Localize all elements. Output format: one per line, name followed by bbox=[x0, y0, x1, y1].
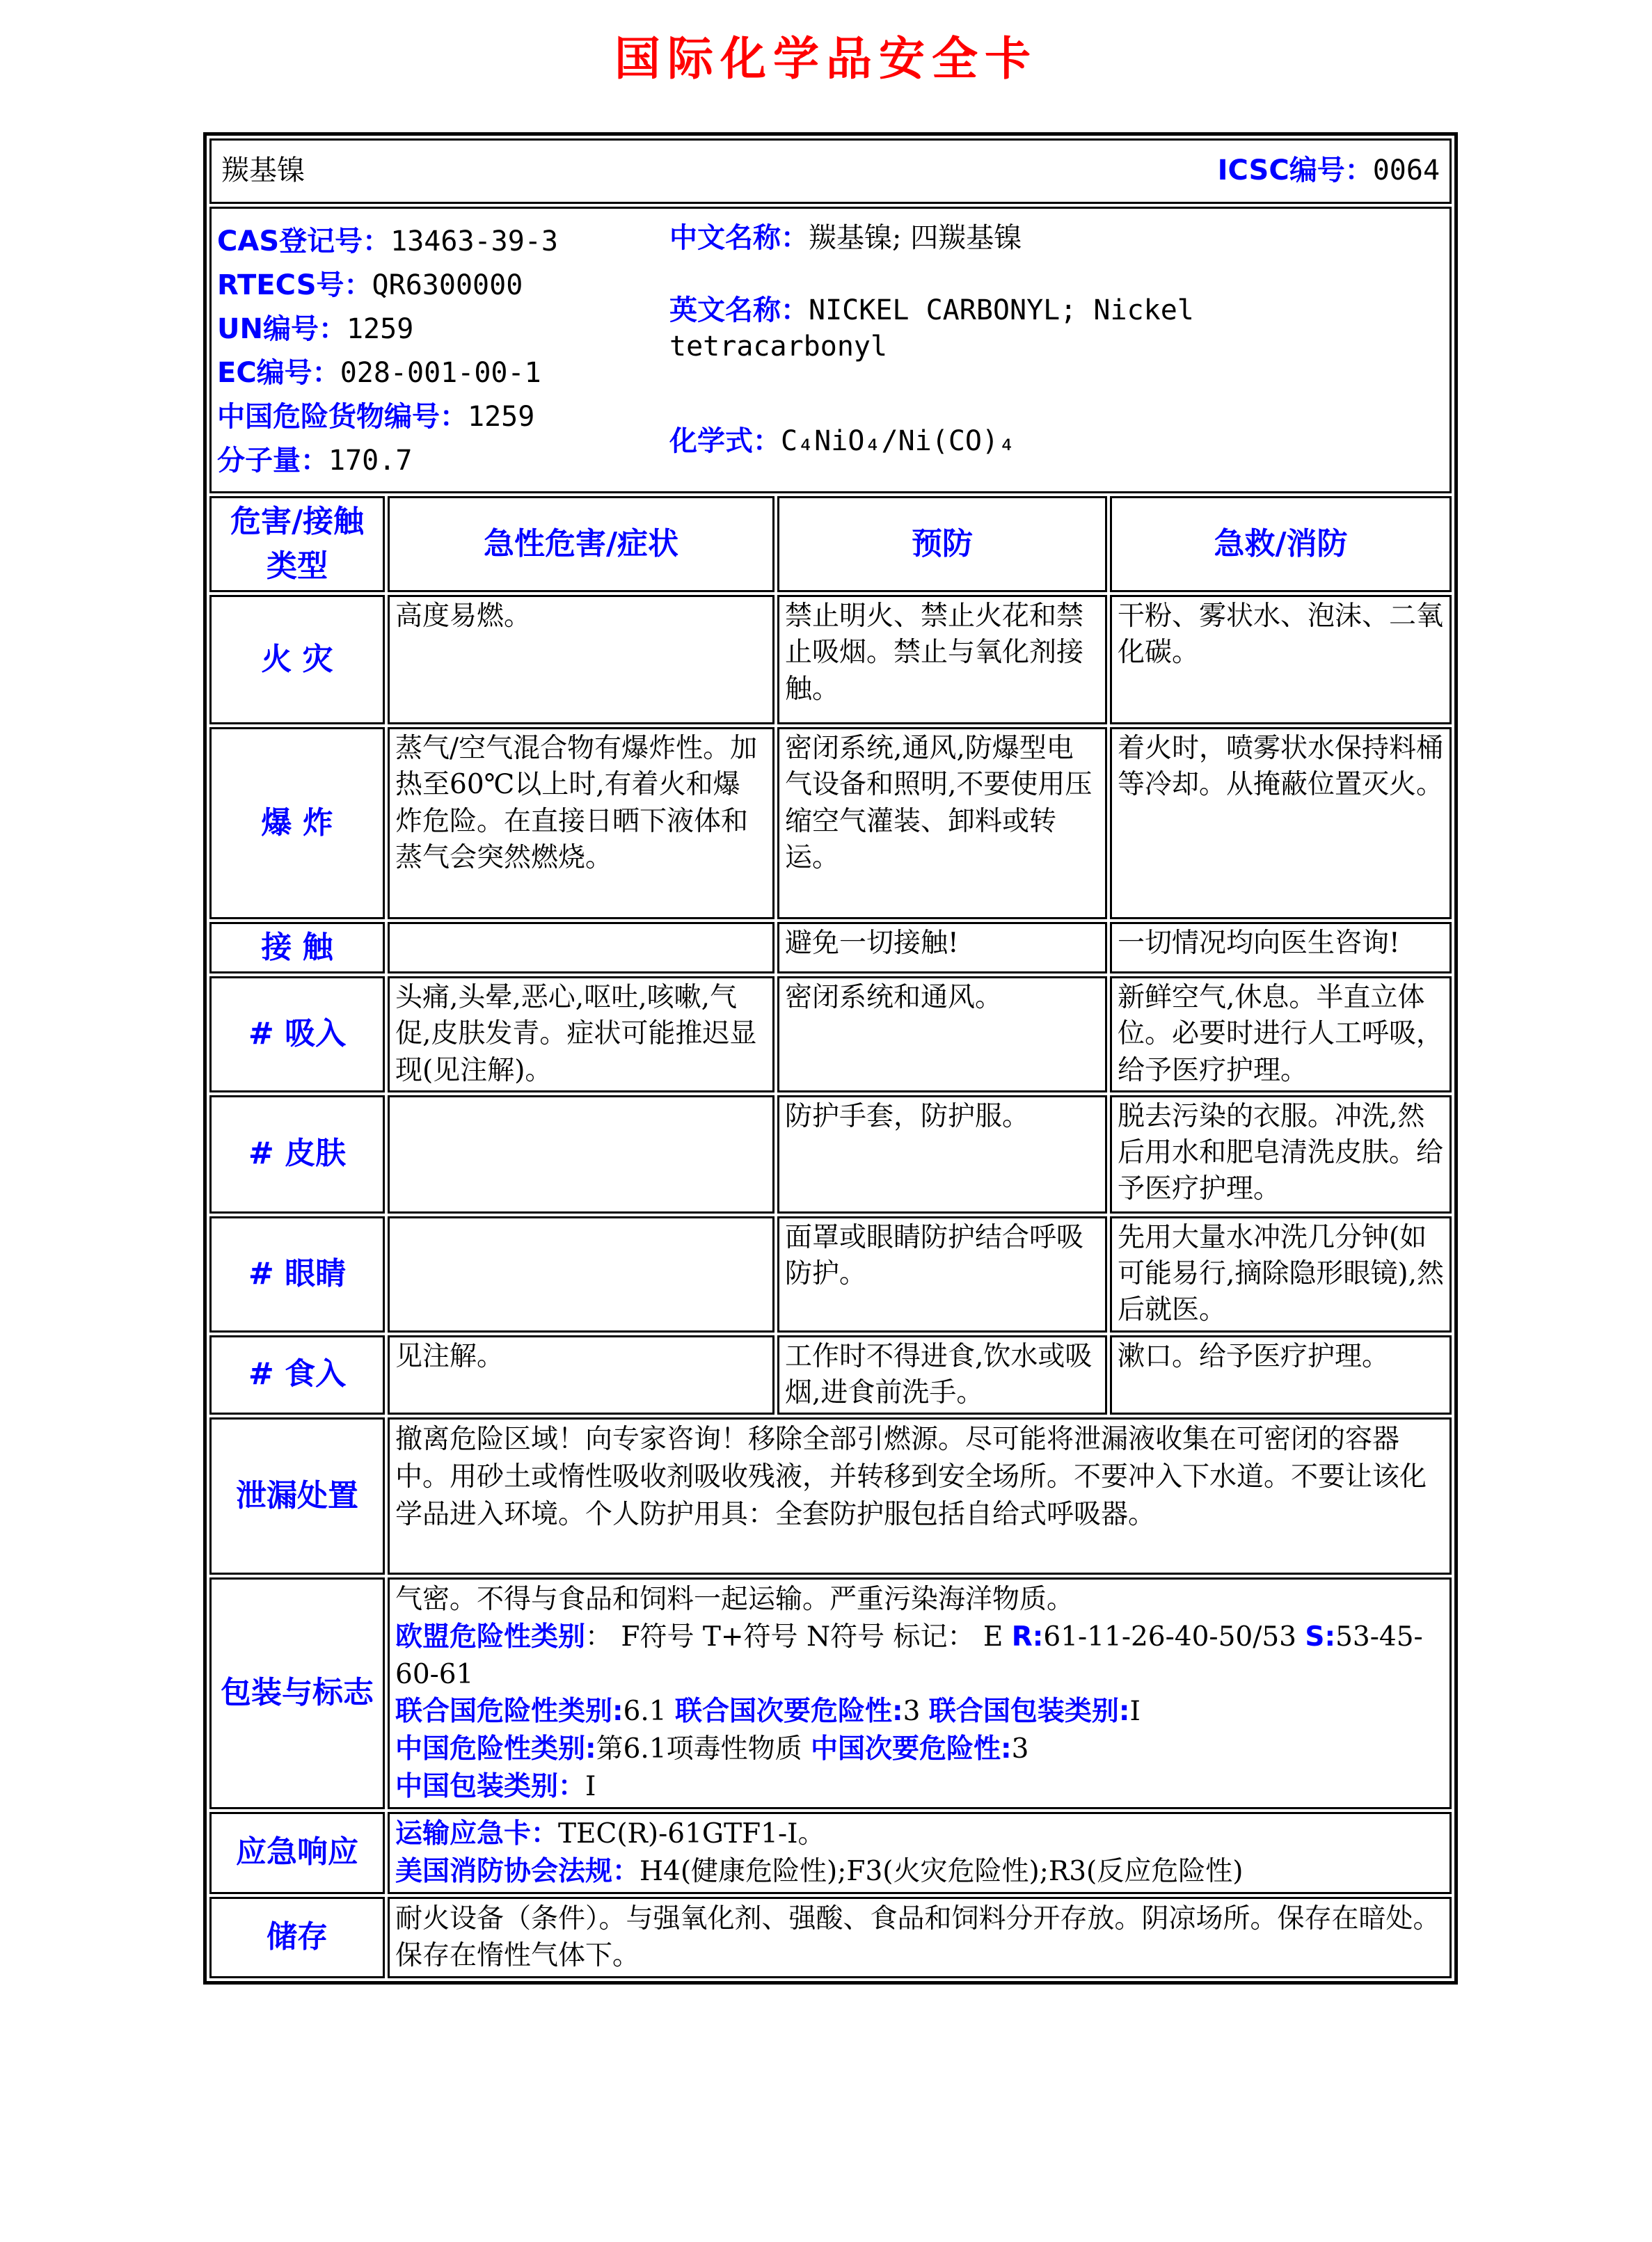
ec-number-value: 028-001-00-1 bbox=[340, 357, 541, 389]
spill-disposal-text: 撤离危险区域！向专家咨询！移除全部引燃源。尽可能将泄漏液收集在可密闭的容器中。用砂土或惰性吸收剂吸收残液，并转移到安全场所。不要冲入下水道。不要让该化学品进入环境。个人防护用具：全套防护服包括自给式呼吸器。 bbox=[395, 1424, 1427, 1530]
china-hazard-classification: 中国危险性类别:第6.1项毒性物质 中国次要危险性:3 bbox=[395, 1733, 1029, 1765]
ingestion-symptoms-cell: 见注解。 bbox=[388, 1335, 775, 1415]
spill-disposal-cell bbox=[388, 1417, 1452, 1575]
row-label-packaging-labelling: 包装与标志 bbox=[209, 1577, 385, 1809]
eyes-symptoms-cell bbox=[388, 1216, 775, 1333]
icsc-number-label: ICSC编号： bbox=[1217, 154, 1373, 187]
fire-prevention-cell: 禁止明火、禁止火花和禁止吸烟。禁止与氧化剂接触。 bbox=[777, 595, 1107, 724]
chemical-formula-label: 化学式： bbox=[669, 425, 781, 457]
explosion-symptoms-cell: 蒸气/空气混合物有爆炸性。加热至60℃以上时,有着火和爆炸危险。在直接日晒下液体和蒸气会突然燃烧。 bbox=[388, 727, 775, 919]
table-row-ingestion bbox=[209, 1335, 1452, 1415]
ingestion-response-cell: 漱口。给予医疗护理。 bbox=[1110, 1335, 1452, 1415]
chemical-formula-value: C₄NiO₄/Ni(CO)₄ bbox=[781, 425, 1016, 457]
china-packaging-class: 中国包装类别：I bbox=[395, 1771, 596, 1803]
storage-text: 耐火设备（条件）。与强氧化剂、强酸、食品和饲料分开存放。阴凉场所。保存在暗处。保存在惰性气体下。 bbox=[395, 1902, 1440, 1972]
skin-response-cell: 脱去污染的衣服。冲洗,然后用水和肥皂清洗皮肤。给予医疗护理。 bbox=[1110, 1095, 1452, 1214]
identification-cell bbox=[209, 207, 1452, 493]
table-row-inhalation bbox=[209, 976, 1452, 1092]
english-name-label: 英文名称： bbox=[669, 294, 809, 326]
table-row-fire bbox=[209, 595, 1452, 724]
rtecs-number-line bbox=[217, 264, 669, 308]
packaging-labelling-cell bbox=[388, 1577, 1452, 1809]
un-number-label: UN编号： bbox=[217, 313, 347, 345]
table-row-contact bbox=[209, 922, 1452, 973]
rtecs-number-label: RTECS号： bbox=[217, 269, 372, 301]
row-label-eyes: # 眼睛 bbox=[209, 1216, 385, 1333]
english-name-line bbox=[669, 292, 1296, 365]
column-header-hazard-type-line1: 危害/接触 bbox=[230, 504, 365, 540]
row-label-inhalation: # 吸入 bbox=[209, 976, 385, 1092]
ingestion-prevention-cell: 工作时不得进食,饮水或吸烟,进食前洗手。 bbox=[777, 1335, 1107, 1415]
fire-symptoms-cell: 高度易燃。 bbox=[388, 595, 775, 724]
row-label-contact: 接 触 bbox=[209, 922, 385, 973]
china-dg-number-line bbox=[217, 395, 669, 439]
transport-emergency-card: 运输应急卡：TEC(R)-61GTF1-I。 bbox=[395, 1818, 825, 1850]
row-label-fire: 火 灾 bbox=[209, 595, 385, 724]
explosion-prevention-cell: 密闭系统,通风,防爆型电气设备和照明,不要使用压缩空气灌装、卸料或转运。 bbox=[777, 727, 1107, 919]
table-row-emergency-response bbox=[209, 1812, 1452, 1894]
table-row-packaging-labelling bbox=[209, 1577, 1452, 1809]
table-row-eyes bbox=[209, 1216, 1452, 1333]
english-name-value: NICKEL CARBONYL; Nickel tetracarbonyl bbox=[669, 294, 1194, 363]
eyes-prevention-cell: 面罩或眼睛防护结合呼吸防护。 bbox=[777, 1216, 1107, 1333]
fire-response-cell: 干粉、雾状水、泡沫、二氧化碳。 bbox=[1110, 595, 1452, 724]
row-label-explosion: 爆 炸 bbox=[209, 727, 385, 919]
inhalation-symptoms-cell: 头痛,头晕,恶心,呕吐,咳嗽,气促,皮肤发青。症状可能推迟显现(见注解)。 bbox=[388, 976, 775, 1092]
skin-prevention-cell: 防护手套，防护服。 bbox=[777, 1095, 1107, 1214]
table-row-skin bbox=[209, 1095, 1452, 1214]
column-header-first-aid: 急救/消防 bbox=[1110, 496, 1452, 592]
china-dg-number-value: 1259 bbox=[468, 401, 535, 433]
icsc-number bbox=[1218, 152, 1440, 190]
column-header-hazard-type bbox=[209, 496, 385, 592]
contact-response-cell: 一切情况均向医生咨询! bbox=[1110, 922, 1452, 973]
contact-symptoms-cell bbox=[388, 922, 775, 973]
inhalation-prevention-cell: 密闭系统和通风。 bbox=[777, 976, 1107, 1092]
column-header-symptoms: 急性危害/症状 bbox=[388, 496, 775, 592]
inhalation-response-cell: 新鲜空气,休息。半直立体位。必要时进行人工呼吸，给予医疗护理。 bbox=[1110, 976, 1452, 1092]
un-number-value: 1259 bbox=[346, 313, 414, 345]
skin-symptoms-cell bbox=[388, 1095, 775, 1214]
molecular-weight-line bbox=[217, 439, 669, 483]
explosion-response-cell: 着火时，喷雾状水保持料桶等冷却。从掩蔽位置灭火。 bbox=[1110, 727, 1452, 919]
un-number-line bbox=[217, 308, 669, 351]
identification-right-column bbox=[669, 220, 1421, 483]
molecular-weight-value: 170.7 bbox=[328, 445, 413, 477]
contact-prevention-cell: 避免一切接触! bbox=[777, 922, 1107, 973]
packaging-transport-note: 气密。不得与食品和饲料一起运输。严重污染海洋物质。 bbox=[395, 1584, 1074, 1615]
rtecs-number-value: QR6300000 bbox=[372, 269, 523, 301]
cas-number-line bbox=[217, 220, 669, 264]
cas-number-value: 13463-39-3 bbox=[390, 225, 558, 257]
cas-number-label: CAS登记号： bbox=[217, 225, 391, 257]
un-hazard-classification: 联合国危险性类别:6.1 联合国次要危险性:3 联合国包装类别:I bbox=[395, 1696, 1141, 1728]
row-label-skin: # 皮肤 bbox=[209, 1095, 385, 1214]
ec-number-label: EC编号： bbox=[217, 357, 340, 389]
substance-name: 羰基镍 bbox=[221, 154, 305, 187]
molecular-weight-label: 分子量： bbox=[217, 445, 328, 477]
chinese-name-value: 羰基镍; 四羰基镍 bbox=[809, 222, 1022, 254]
table-row-spill-disposal bbox=[209, 1417, 1452, 1575]
identification-left-column bbox=[217, 220, 669, 483]
column-header-hazard-type-line2: 类型 bbox=[267, 548, 328, 584]
row-label-emergency-response: 应急响应 bbox=[209, 1812, 385, 1894]
table-row-explosion bbox=[209, 727, 1452, 919]
page-title: 国际化学品安全卡 bbox=[614, 32, 1038, 86]
ec-number-line bbox=[217, 351, 669, 395]
icsc-card-table bbox=[203, 132, 1458, 1985]
emergency-response-cell bbox=[388, 1812, 1452, 1894]
column-header-prevention: 预防 bbox=[777, 496, 1107, 592]
china-dg-number-label: 中国危险货物编号： bbox=[217, 401, 468, 433]
chemical-formula-line bbox=[669, 423, 1421, 459]
eu-hazard-classification: 欧盟危险性类别： F符号 T+符号 N符号 标记： E R:61-11-26-40-50/53 S:53-45-60-61 bbox=[395, 1621, 1423, 1690]
row-label-ingestion: # 食入 bbox=[209, 1335, 385, 1415]
row-label-spill-disposal: 泄漏处置 bbox=[209, 1417, 385, 1575]
eyes-response-cell: 先用大量水冲洗几分钟(如可能易行,摘除隐形眼镜),然后就医。 bbox=[1110, 1216, 1452, 1333]
chinese-name-label: 中文名称： bbox=[669, 222, 809, 254]
card-header-bar bbox=[209, 138, 1452, 204]
row-label-storage: 储存 bbox=[209, 1897, 385, 1979]
table-row-storage bbox=[209, 1897, 1452, 1979]
nfpa-code: 美国消防协会法规：H4(健康危险性);F3(火灾危险性);R3(反应危险性) bbox=[395, 1855, 1244, 1887]
icsc-number-value: 0064 bbox=[1372, 154, 1440, 187]
storage-cell bbox=[388, 1897, 1452, 1979]
chinese-name-line bbox=[669, 220, 1421, 256]
